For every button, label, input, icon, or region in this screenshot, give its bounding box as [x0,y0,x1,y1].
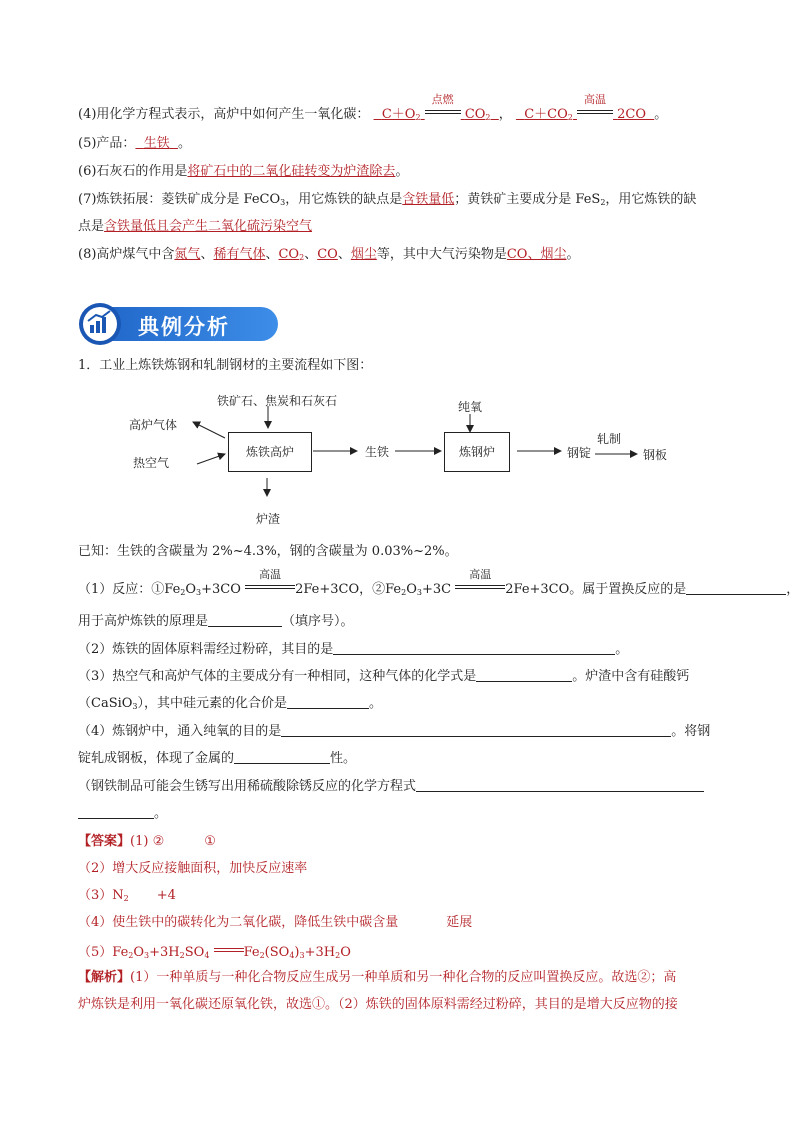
q4-eq1-left: C＋O [381,107,416,122]
part2 [78,641,628,659]
q8-sep: 、 [304,247,318,262]
a5-b: O [133,945,145,960]
answer-3b-text: +4 [156,888,176,903]
part4-line2 [78,750,356,768]
q8-end: 。 [566,247,580,262]
p1-eq1-cond: 高温 [259,568,282,581]
a5-f: (SO [264,945,290,960]
p4-blank-2[interactable] [234,750,330,764]
answer-tag: 【答案】 [78,834,131,849]
p4-d: 性。 [330,751,357,766]
q8-answer-4: CO [317,247,338,262]
p1-line2-end: （填序号）。 [282,614,354,629]
q5-prefix: (5)产品： [78,136,136,151]
q7-text-d: ，用它炼铁的缺 [605,192,697,207]
label-gas-out: 高炉气体 [129,418,178,432]
part4 [78,723,710,741]
p1-b2: O [406,582,417,597]
p4-c: 锭轧成钢板，体现了金属的 [78,751,235,766]
q8-answer: CO、烟尘 [506,247,567,262]
answer-4-text: （4）使生铁中的碳转化为二氧化碳，降低生铁中碳含量 [78,915,399,930]
q7-text-a: (7)炼铁拓展：菱铁矿成分是 FeCO [78,192,281,207]
p1-a: （1）反应：①Fe [78,582,181,597]
part3 [78,668,689,686]
analysis-1 [78,969,676,987]
q8-sep: 、 [265,247,279,262]
a5-c: +3H [149,945,180,960]
q8-sep: 、 [200,247,214,262]
q6-answer: 将矿石中的二氧化硅转变为炉渣除去 [187,164,396,179]
p3-d: ），其中硅元素的化合价是 [137,696,288,711]
p2-blank[interactable] [333,641,615,655]
answer-3: $(3)N_2 +4$ [78,888,176,903]
line-q6 [78,163,408,181]
q6-end: 。 [395,164,409,179]
a5-h: +3H [304,945,336,960]
box-steel-furnace: 炼钢炉 [444,432,510,472]
p5-blank-2[interactable] [78,805,154,819]
p3-blank-2[interactable] [287,695,369,709]
p1-b: O [185,582,197,597]
a5-e: Fe [243,945,260,960]
label-oxygen: 纯氧 [458,400,483,414]
p1-e: +3C [421,582,452,597]
q4-sep: ， [498,107,512,122]
answer-1b-text: ① [204,834,216,849]
p1-line2: 用于高炉炼铁的原理是 [78,614,209,629]
q4-end: 。 [654,107,668,122]
part5 [78,778,704,796]
q8-answer-2: 稀有气体 [213,247,266,262]
line-q7a: (7)炼铁拓展：菱铁矿成分是 FeCO$_3$，用它炼铁的缺点是含铁量低；黄铁矿主要成分是 FeS$_2$，用它炼铁的缺 [78,192,697,207]
q7-text-c: ；黄铁矿主要成分是 FeS [454,192,601,207]
a5-i: O [340,945,351,960]
a5-d: SO [184,945,205,960]
q8-sep: 、 [337,247,351,262]
flow-diagram [125,392,685,532]
q4-eq2-sign [577,93,613,121]
answer-4b-text: 延展 [446,915,473,930]
q8-prefix: (8)高炉煤气中含 [78,247,175,262]
p2-end: 。 [615,642,629,657]
a5-pre: （5）Fe [78,945,129,960]
label-slag: 炉渣 [256,512,281,526]
q4-eq2-cond: 高温 [584,93,606,106]
q4-eq2-right: 2CO [617,107,647,122]
q4-eq1-right: CO [464,107,486,122]
analysis-line-1: (1）一种单质与一种化合物反应生成另一种单质和另一种化合物的反应叫置换反应。故选②；高 [130,970,677,985]
q4-eq1: $C+O_2$ 点燃 $CO_2$ [381,93,491,122]
q4-prefix: (4)用化学方程式表示，高炉中如何产生一氧化碳： [78,107,370,122]
p2-text: （2）炼铁的固体原料需经过粉碎，其目的是 [78,642,334,657]
p4-blank-1[interactable] [281,723,671,737]
p1-c: +3CO [201,582,241,597]
p1-blank-1[interactable] [686,581,786,595]
q8-answer-3: $CO_2$ [278,247,305,262]
q7-answer-2: 含铁量低且会产生二氧化硫污染空气 [104,219,313,234]
flow-arrows [125,392,685,532]
part5-line2 [78,805,167,823]
part1-line2 [78,613,354,631]
p1-end: ， [786,582,799,597]
p3-b: 。炉渣中含有硅酸钙 [572,669,690,684]
p1-eq1-sign [245,568,295,596]
q5-end: 。 [177,136,191,151]
line-q4 [78,93,668,127]
q7-text-e: 点是 [78,219,105,234]
q5-answer [135,136,178,151]
q4-eq2-left: C＋CO [524,107,568,122]
line-q7b [78,218,312,236]
label-ingot: 钢锭 [567,446,592,460]
p1-blank-2[interactable] [208,613,282,627]
q5-answer-text: 生铁 [143,136,170,151]
label-pig-iron: 生铁 [365,445,390,459]
box-blast-furnace: 炼铁高炉 [228,432,312,472]
p1-eq2-sign [455,568,505,596]
answer-5: $(5)Fe_2O_3+3H_2SO_4$ $Fe_2(SO_4)_3+3H_2O$ [78,941,351,965]
answer-2: （2）增大反应接触面积，加快反应速率 [78,861,308,876]
label-top-input: 铁矿石、焦炭和石灰石 [217,394,338,408]
q7-answer-1: 含铁量低 [402,192,455,207]
p3-c: （CaSiO [78,696,133,711]
q6-prefix: (6)石灰石的作用是 [78,164,188,179]
question-intro: 1．工业上炼铁炼钢和轧制钢材的主要流程如下图： [78,358,373,373]
analysis-tag: 【解析】 [78,970,131,985]
p5-end: 。 [154,806,168,821]
p5-a: （钢铁制品可能会生锈写出用稀硫酸除锈反应的化学方程式 [78,779,417,794]
a5-eq-sign [214,941,244,959]
p3-a: （3）热空气和高炉气体的主要成分有一种相同，这种气体的化学式是 [78,669,477,684]
label-air-in: 热空气 [133,456,170,470]
q4-eq1-cond: 点燃 [431,93,454,106]
section-banner [78,303,280,345]
analysis-2: 炉炼铁是利用一氧化碳还原氧化铁，故选①。（2）炼铁的固体原料需经过粉碎，其目的是增大反应物的接 [78,997,678,1012]
label-plate: 钢板 [643,448,668,462]
line-q5 [78,135,191,153]
p5-blank-1[interactable] [416,778,704,792]
part1: （1）反应：$①Fe_2O_3+3CO$ 高温 2Fe+3CO，$②Fe_2O_3+3C$ 高温 2Fe+3CO。属于置换反应的是 ， [78,568,799,597]
p4-b: 。将钢 [671,724,711,739]
answer-4 [78,914,472,932]
label-rolling: 轧制 [597,432,622,446]
a5-g: ) [294,945,300,960]
q4-eq1-sign [425,93,461,121]
banner-title: 典例分析 [138,315,230,339]
answer-1-text: (1) ② [130,834,165,849]
q7-text-b: ，用它炼铁的缺点是 [285,192,403,207]
line-q8 [78,246,579,267]
part3-line2: （CaSiO$_3$），其中硅元素的化合价是 。 [78,696,383,711]
known-text: 已知：生铁的含碳量为 2%~4.3%，钢的含碳量为 0.03%~2%。 [78,544,458,559]
q8-mid: 等，其中大气污染物是 [376,247,507,262]
q8-answer-3-text: CO [278,247,300,262]
p1-f: 2Fe+3CO。属于置换反应的是 [505,582,687,597]
p3-end: 。 [369,696,383,711]
q8-answer-1: 氮气 [174,247,201,262]
p3-blank-1[interactable] [476,668,572,682]
p1-eq2-cond: 高温 [469,568,492,581]
p4-a: （4）炼钢炉中，通入纯氧的目的是 [78,724,282,739]
q4-eq2: $C+CO_2$ 高温 2CO [524,93,647,122]
answer-1 [78,833,216,851]
p1-d: 2Fe+3CO，②Fe [295,582,402,597]
q8-answer-5: 烟尘 [350,247,377,262]
answer-3-text: （3）N [78,888,124,903]
